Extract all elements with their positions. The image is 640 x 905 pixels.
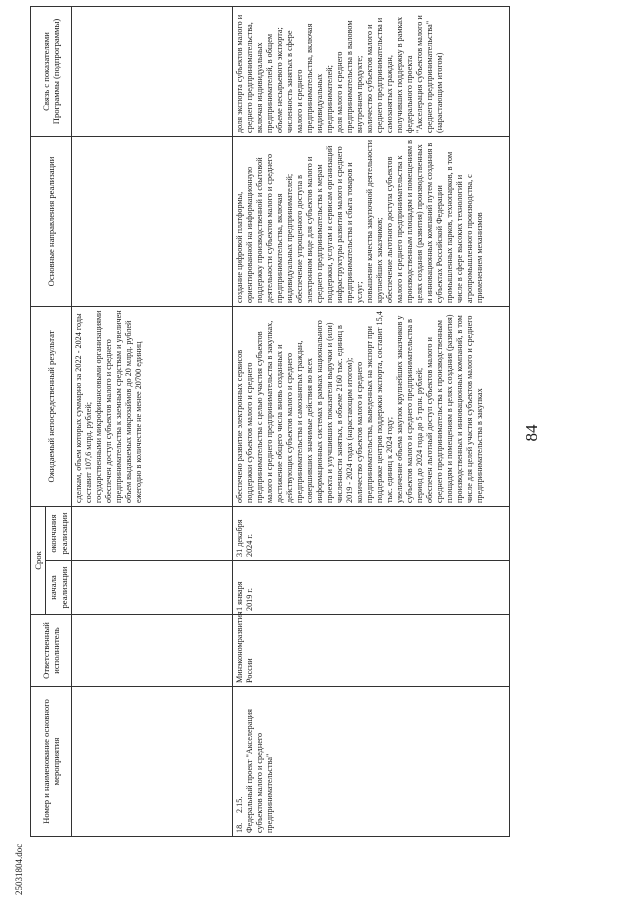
measure-name: Федеральный проект "Акселерация субъектов малого и среднего предпринимательства" [245,709,275,833]
table-header-row [31,6,46,836]
cell-empty [72,561,233,615]
cell-empty [72,615,233,687]
cell-result: обеспечено развитие электронных сервисов поддержки субъектов малого и среднего предпринимательства с целью участия субъектов малого и среднего предпринимательства в закупках, достижение общего числа вновь созданных и действующих субъектов малого и среднего предпринимательства и самозанятых граждан, совершивших значимые действия во всех информационных системах в рамках национального проекта и улучшивших показатели выручки и (или) численности занятых, в объеме 2160 тыс. единиц в 2019 - 2024 годах (нарастающим итогом); количество субъектов малого и среднего предпринимательства, выведенных на экспорт при поддержке центров поддержки экспорта, составит 15,4 тыс. единиц к 2024 году; увеличение объема закупок крупнейших заказчиков у субъектов малого и среднего предпринимательства в период до 2024 года до 5 трлн. рублей; обеспечен льготный доступ субъектов малого и среднего предпринимательства к производственным площадям и помещениям в целях создания (развития) производственных и инновационных компаний, в том числе для целей участия субъектов малого и среднего предпринимательства в закупках [233,306,510,506]
cell-continuation-result: сделкам, объем которых суммарно за 2022 - 2024 годы составит 107,6 млрд. рублей; государственными микрофинансовыми организациями обеспечен доступ субъектов малого и среднего предпринимательства к заемным средствам и увеличен объем выдаваемых микрозаймов до 20 млрд. рублей ежегодно в количестве не менее 20700 единиц [72,306,233,506]
header-expected-result: Ожидаемый непосредственный результат [31,306,72,506]
cell-empty [72,136,233,306]
table-row-continuation [72,6,233,836]
header-end: окончания реализации [46,506,72,560]
cell-directions: создание цифровой платформы, ориентированной на информационную поддержку производственной и сбытовой деятельности субъектов малого и среднего предпринимательства, включая индивидуальных предпринимателей; обеспечение упрощенного доступа в электронном виде для субъектов малого и среднего предпринимательства к мерам поддержки, услугам и сервисам организаций инфраструктуры развития малого и среднего предпринимательства и сбыта товаров и услуг; повышение качества закупочной деятельности крупнейших заказчиков; обеспечение льготного доступа субъектов малого и среднего предпринимательства к производственным площадям и помещениям в целях создания (развития) производственных и инновационных компаний путем создания в субъектах Российской Федерации промышленных парков, технопарков, в том числе в сфере высоких технологий и агропромышленного производства, с применением механизмов [233,136,510,306]
cell-empty [72,6,233,136]
footer-document-code: 25031804.doc [14,843,24,895]
header-term: Срок [31,506,46,614]
cell-start: 1 января 2019 г. [233,561,510,615]
cell-measure [233,687,510,837]
header-executor: Ответственный исполнитель [31,615,72,687]
page-number: 84 [522,424,541,442]
cell-empty [72,687,233,837]
header-start: начала реализации [46,561,72,615]
header-number-name: Номер и наименование основного мероприятия [31,687,72,837]
header-directions: Основные направления реализации [31,136,72,306]
cell-program-link: доля экспорта субъектов малого и среднего предпринимательства, включая индивидуальных предпринимателей, в общем объеме несырьевого экспорта; численность занятых в сфере малого и среднего предпринимательства, включая индивидуальных предпринимателей; доля малого и среднего предпринимательства в валовом внутреннем продукте; количество субъектов малого и среднего предпринимательства и самозанятых граждан, получивших поддержку в рамках федерального проекта "Акселерация субъектов малого и среднего предпринимательства" (нарастающим итогом) [233,6,510,136]
cell-executor: Минэкономразвития России [233,615,510,687]
header-program-link: Связь с показателями Программы (подпрограммы) [31,6,72,136]
cell-end: 31 декабря 2024 г. [233,506,510,560]
measure-code: 2.15. [235,796,245,813]
row-index: 18. [235,822,245,833]
program-table [30,6,510,837]
table-row [233,6,510,836]
cell-empty [72,506,233,560]
